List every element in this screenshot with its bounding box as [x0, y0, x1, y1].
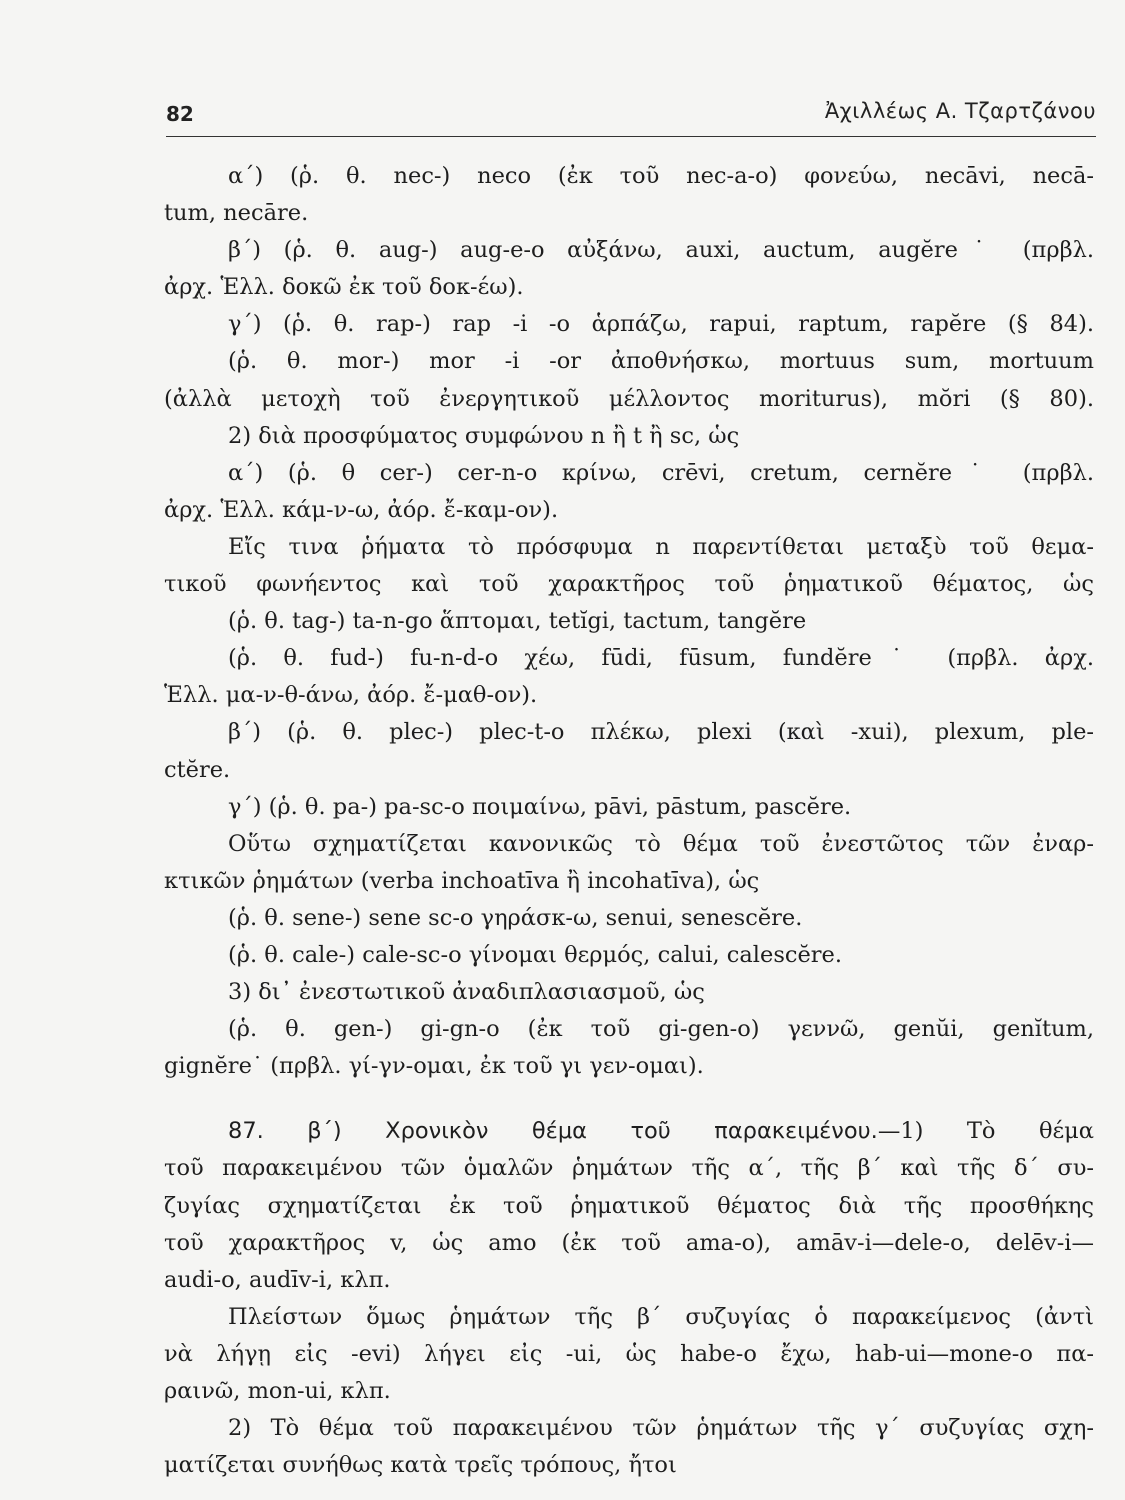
text-line: ctĕre. [164, 756, 231, 783]
text-line: gignĕre˙ (πρβλ. γί-γν-ομαι, ἐκ τοῦ γι γεν-ομαι). [164, 1053, 704, 1080]
text-line: Εἴς τινα ῥήματα τὸ πρόσφυμα n παρεντίθεται μεταξὺ τοῦ θεμα- [228, 533, 1094, 560]
text-line: τικοῦ φωνήεντος καὶ τοῦ χαρακτῆρος τοῦ ῥηματικοῦ θέματος, ὡς [164, 571, 1094, 598]
text-line: νὰ λήγῃ εἰς -evi) λήγει εἰς -ui, ὡς habe-o ἔχω, hab-ui—mone-o πα- [164, 1340, 1094, 1367]
text-line: (ῥ. θ. mor-) mor -i -or ἀποθνήσκω, mortuus sum, mortuum [228, 348, 1094, 375]
text-line: 3) δι᾽ ἐνεστωτικοῦ ἀναδιπλασιασμοῦ, ὡς [228, 979, 705, 1006]
text-line: 2) διὰ προσφύματος συμφώνου n ἢ t ἢ sc, ὡς [228, 422, 740, 449]
text-line: β΄) (ῥ. θ. plec-) plec-t-o πλέκω, plexi (καὶ -xui), plexum, ple- [228, 719, 1094, 746]
text-line: κτικῶν ῥημάτων (verba inchoatīva ἢ incohatīva), ὡς [164, 867, 760, 894]
text-line: γ΄) (ῥ. θ. rap-) rap -i -o ἁρπάζω, rapui, raptum, rapĕre (§ 84). [228, 311, 1094, 338]
text-line: (ῥ. θ. cale-) cale-sc-o γίνομαι θερμός, calui, calescĕre. [228, 941, 843, 968]
text-line: ἀρχ. Ἑλλ. κάμ-ν-ω, ἀόρ. ἔ-καμ-ον). [164, 496, 559, 523]
text-line: γ΄) (ῥ. θ. pa-) pa-sc-o ποιμαίνω, pāvi, pāstum, pascĕre. [228, 793, 852, 820]
text-line: α΄) (ῥ. θ cer-) cer-n-o κρίνω, crēvi, cretum, cernĕre˙ (πρβλ. [228, 459, 1094, 486]
page-number: 82 [166, 102, 194, 126]
section-heading-line [164, 1113, 1094, 1150]
text-line: ἀρχ. Ἑλλ. δοκῶ ἐκ τοῦ δοκ-έω). [164, 274, 524, 301]
text-line: β΄) (ῥ. θ. aug-) aug-e-o αὐξάνω, auxi, auctum, augĕre˙ (πρβλ. [228, 237, 1094, 264]
text-line: ματίζεται συνήθως κατὰ τρεῖς τρόπους, ἤτοι [164, 1452, 677, 1479]
text-line: ραινῶ, mon-ui, κλπ. [164, 1378, 391, 1404]
text-line: Πλείστων ὅμως ῥημάτων τῆς β΄ συζυγίας ὁ παρακείμενος (ἀντὶ [228, 1303, 1094, 1330]
text-line: (ῥ. θ. sene-) sene sc-o γηράσκ-ω, senui, senescĕre. [228, 904, 803, 931]
text-line: tum, necāre. [164, 200, 309, 227]
text-line: (ῥ. θ. tag-) ta-n-go ἅπτομαι, tetĭgi, tactum, tangĕre [228, 608, 807, 635]
text-line: τοῦ παρακειμένου τῶν ὁμαλῶν ῥημάτων τῆς α΄, τῆς β΄ καὶ τῆς δ΄ συ- [164, 1155, 1094, 1182]
text-line: (ῥ. θ. gen-) gi-gn-o (ἐκ τοῦ gi-gen-o) γεννῶ, genŭi, genĭtum, [228, 1016, 1094, 1043]
text-line: Οὕτω σχηματίζεται κανονικῶς τὸ θέμα τοῦ ἐνεστῶτος τῶν ἐναρ- [228, 830, 1094, 857]
text-line: 2) Τὸ θέμα τοῦ παρακειμένου τῶν ῥημάτων τῆς γ΄ συζυγίας σχη- [228, 1415, 1094, 1442]
section-gap [164, 1085, 1094, 1113]
section-heading: 87. β΄) Χρονικὸν θέμα τοῦ παρακειμένου. [228, 1118, 878, 1145]
section-lead: —1) Τὸ θέμα [877, 1118, 1094, 1145]
text-line: (ῥ. θ. fud-) fu-n-d-o χέω, fūdi, fūsum, fundĕre˙ (πρβλ. ἀρχ. [228, 645, 1094, 672]
running-head: Ἀχιλλέως Α. Τζαρτζάνου [824, 99, 1096, 123]
text-line: τοῦ χαρακτῆρος v, ὡς amo (ἐκ τοῦ ama-o), amāv-i—dele-o, delēv-i— [164, 1229, 1094, 1256]
text-line: audi-o, audīv-i, κλπ. [164, 1266, 391, 1293]
text-line: (ἀλλὰ μετοχὴ τοῦ ἐνεργητικοῦ μέλλοντος moriturus), mŏri (§ 80). [164, 385, 1094, 412]
page-body [164, 158, 1094, 1484]
text-line: ζυγίας σχηματίζεται ἐκ τοῦ ῥηματικοῦ θέματος διὰ τῆς προσθήκης [164, 1192, 1094, 1219]
text-line: Ἑλλ. μα-ν-θ-άνω, ἀόρ. ἔ-μαθ-ον). [164, 682, 538, 709]
page-header [166, 96, 1096, 137]
text-line: α΄) (ῥ. θ. nec-) neco (ἐκ τοῦ nec-a-o) φονεύω, necāvi, necā- [228, 163, 1094, 189]
